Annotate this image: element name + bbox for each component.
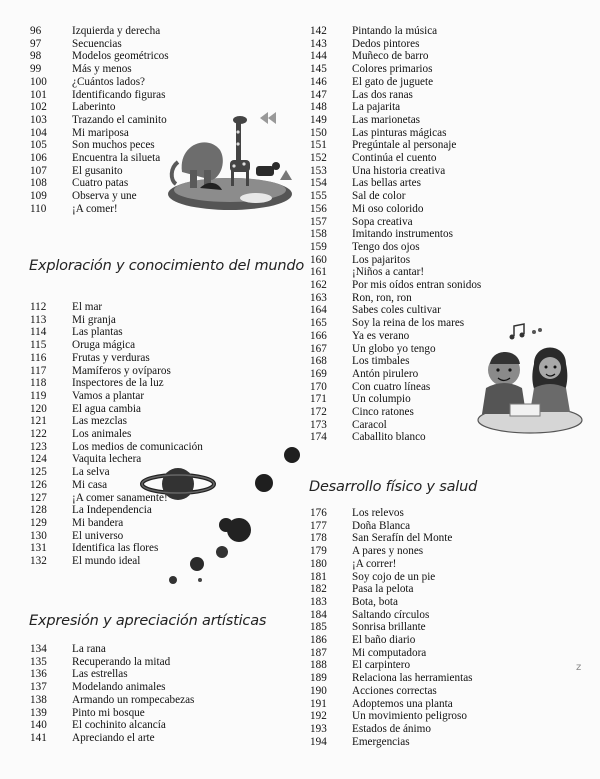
activity-title: Un globo yo tengo bbox=[352, 342, 436, 355]
activity-title: El gusanito bbox=[72, 164, 123, 177]
page-number: 145 bbox=[310, 63, 327, 76]
activity-title: Adoptemos una planta bbox=[352, 697, 453, 710]
page-number: 153 bbox=[310, 164, 327, 177]
activity-title: Los timbales bbox=[352, 355, 410, 368]
page-number: 187 bbox=[310, 646, 327, 659]
activity-title: Los animales bbox=[72, 428, 132, 440]
activity-title: Pregúntale al personaje bbox=[352, 139, 457, 152]
page-number: 157 bbox=[310, 215, 327, 228]
activity-title: El universo bbox=[72, 529, 124, 542]
page-number: 98 bbox=[30, 50, 42, 63]
page-number: 110 bbox=[30, 202, 47, 215]
page-number: 130 bbox=[30, 529, 47, 542]
page-number: 151 bbox=[310, 139, 327, 152]
page-number: 125 bbox=[30, 466, 47, 479]
page-number: 173 bbox=[310, 418, 327, 431]
page-number: 163 bbox=[310, 291, 327, 304]
activity-title: Ron, ron, ron bbox=[352, 291, 412, 304]
activity-title: Secuencias bbox=[72, 37, 122, 50]
activity-title: Mi granja bbox=[72, 313, 116, 326]
activity-title: Mamíferos y ovíparos bbox=[72, 364, 171, 377]
page-number: 159 bbox=[310, 240, 327, 253]
page-number: 180 bbox=[310, 557, 327, 570]
activity-title: Izquierda y derecha bbox=[72, 25, 161, 37]
page-number: 148 bbox=[310, 101, 327, 114]
activity-title: Vamos a plantar bbox=[72, 389, 145, 402]
page-number: 126 bbox=[30, 478, 47, 491]
activity-title: Pintando la música bbox=[352, 25, 438, 37]
page-number: 113 bbox=[30, 313, 47, 326]
activity-title: El carpintero bbox=[352, 659, 411, 672]
page-number: 154 bbox=[310, 177, 327, 190]
activity-title: Sopa creativa bbox=[352, 215, 413, 228]
activity-title: Mi computadora bbox=[352, 646, 427, 659]
activity-title: Dedos pintores bbox=[352, 37, 420, 50]
activity-title: Acciones correctas bbox=[352, 684, 437, 697]
page-number: 96 bbox=[30, 25, 42, 37]
activity-title: Bota, bota bbox=[352, 595, 398, 608]
page-number: 137 bbox=[30, 681, 47, 694]
activity-title: Mi casa bbox=[72, 478, 108, 491]
page-number: 134 bbox=[30, 643, 47, 655]
activity-title: La pajarita bbox=[352, 101, 401, 114]
page-number: 99 bbox=[30, 63, 42, 76]
page-number: 179 bbox=[310, 545, 327, 558]
activity-title: Los relevos bbox=[352, 507, 404, 519]
activity-title: Las bellas artes bbox=[352, 177, 421, 190]
activity-title: El gato de juguete bbox=[352, 75, 434, 88]
page-number: 101 bbox=[30, 88, 47, 101]
page-number: 103 bbox=[30, 113, 47, 126]
page-number: 170 bbox=[310, 380, 327, 393]
page-number: 186 bbox=[310, 634, 327, 646]
activity-title: Caracol bbox=[352, 418, 387, 431]
page-number: 106 bbox=[30, 152, 47, 164]
activity-title: Más y menos bbox=[72, 63, 132, 76]
activity-title: Mi bandera bbox=[72, 516, 124, 529]
activity-title: Cinco ratones bbox=[352, 406, 414, 418]
page-number: 114 bbox=[30, 326, 47, 339]
page-number: 122 bbox=[30, 428, 47, 440]
activity-title: El cochinito alcancía bbox=[72, 719, 166, 732]
page-number: 120 bbox=[30, 402, 47, 415]
activity-title: Las mezclas bbox=[72, 415, 127, 428]
page-number: 189 bbox=[310, 672, 327, 685]
activity-title: ¡A correr! bbox=[352, 557, 397, 570]
activity-title: Apreciando el arte bbox=[72, 731, 155, 744]
page-number: 156 bbox=[310, 202, 327, 215]
page-number: 146 bbox=[310, 75, 327, 88]
activity-title: Un movimiento peligroso bbox=[352, 710, 467, 723]
page-number: 115 bbox=[30, 339, 47, 352]
activity-title: La Independencia bbox=[72, 504, 152, 517]
activity-title: Las marionetas bbox=[352, 113, 421, 126]
page-number: 127 bbox=[30, 491, 47, 504]
section-heading-desarrollo: Desarrollo físico y salud bbox=[309, 479, 478, 495]
page-number: 132 bbox=[30, 555, 47, 567]
activity-title: Vaquita lechera bbox=[72, 453, 142, 466]
activity-title: A pares y nones bbox=[352, 545, 424, 558]
activity-title: Emergencias bbox=[352, 735, 410, 748]
activity-title: Por mis oídos entran sonidos bbox=[352, 279, 482, 291]
page-number: 194 bbox=[310, 735, 327, 748]
page-number: 119 bbox=[30, 389, 47, 402]
page-number: 118 bbox=[30, 377, 47, 390]
page-number: 183 bbox=[310, 595, 327, 608]
activity-title: Armando un rompecabezas bbox=[72, 693, 195, 706]
page-number: 188 bbox=[310, 659, 327, 672]
activity-title: Encuentra la silueta bbox=[72, 152, 161, 164]
page-number: 109 bbox=[30, 190, 47, 203]
activity-title: Sal de color bbox=[352, 190, 406, 203]
page-number: 158 bbox=[310, 228, 327, 241]
activity-title: Trazando el caminito bbox=[72, 113, 167, 126]
activity-title: El mar bbox=[72, 301, 103, 313]
page-number: 136 bbox=[30, 668, 47, 681]
page-number: 184 bbox=[310, 608, 327, 621]
activity-title: El agua cambia bbox=[72, 402, 141, 415]
activity-title: La selva bbox=[72, 466, 110, 479]
page-number: 174 bbox=[310, 431, 327, 444]
page-number: 129 bbox=[30, 516, 47, 529]
page-number: 182 bbox=[310, 583, 327, 596]
page-number: 141 bbox=[30, 731, 47, 744]
page-number: 161 bbox=[310, 266, 327, 279]
activity-title: Las plantas bbox=[72, 326, 123, 339]
activity-title: Oruga mágica bbox=[72, 339, 136, 352]
activity-title: ¡A comer sanamente! bbox=[72, 491, 168, 504]
page-number: 100 bbox=[30, 75, 47, 88]
page-number: 167 bbox=[310, 342, 327, 355]
activity-title: Mi mariposa bbox=[72, 126, 129, 139]
activity-title: Cuatro patas bbox=[72, 177, 129, 190]
page-number: 171 bbox=[310, 393, 327, 406]
page-number: 112 bbox=[30, 301, 47, 313]
activity-title: Frutas y verduras bbox=[72, 351, 150, 364]
page-number: 124 bbox=[30, 453, 47, 466]
section-heading-expresion: Expresión y apreciación artísticas bbox=[29, 613, 267, 629]
page-mark: z bbox=[576, 662, 582, 673]
activity-title: Sonrisa brillante bbox=[352, 621, 426, 634]
activity-title: Antón pirulero bbox=[352, 367, 419, 380]
activity-title: Las estrellas bbox=[72, 668, 128, 681]
page-number: 193 bbox=[310, 722, 327, 735]
page-number: 169 bbox=[310, 367, 327, 380]
page-number: 150 bbox=[310, 126, 327, 139]
activity-title: Con cuatro líneas bbox=[352, 380, 431, 393]
activity-title: Recuperando la mitad bbox=[72, 655, 171, 668]
section-heading-exploracion: Exploración y conocimiento del mundo bbox=[29, 258, 305, 274]
page-number: 144 bbox=[310, 50, 327, 63]
page-number: 116 bbox=[30, 351, 47, 364]
page-number: 140 bbox=[30, 719, 47, 732]
page-number: 117 bbox=[30, 364, 47, 377]
page-number: 135 bbox=[30, 655, 47, 668]
page-number: 105 bbox=[30, 139, 47, 152]
activity-title: Estados de ánimo bbox=[352, 722, 431, 735]
activity-title: ¡Niños a cantar! bbox=[352, 266, 425, 279]
page-number: 185 bbox=[310, 621, 327, 634]
activity-title: Mi oso colorido bbox=[352, 202, 424, 215]
planets-illustration bbox=[140, 440, 310, 590]
activity-title: Tengo dos ojos bbox=[352, 240, 420, 253]
activity-title: El mundo ideal bbox=[72, 555, 141, 567]
activity-title: San Serafín del Monte bbox=[352, 532, 453, 545]
activity-title: Los pajaritos bbox=[352, 253, 411, 266]
page-number: 138 bbox=[30, 693, 47, 706]
activity-title: Identificando figuras bbox=[72, 88, 166, 101]
page-number: 160 bbox=[310, 253, 327, 266]
activity-title: Los medios de comunicación bbox=[72, 440, 203, 453]
page-number: 155 bbox=[310, 190, 327, 203]
page-number: 165 bbox=[310, 317, 327, 330]
activity-title: Laberinto bbox=[72, 101, 116, 114]
page-number: 147 bbox=[310, 88, 327, 101]
activity-title: Pinto mi bosque bbox=[72, 706, 145, 719]
activity-title: Soy cojo de un pie bbox=[352, 570, 436, 583]
activity-title: Inspectores de la luz bbox=[72, 377, 164, 390]
jungle-animals-illustration bbox=[160, 110, 298, 216]
page-number: 102 bbox=[30, 101, 47, 114]
activity-title: La rana bbox=[72, 643, 106, 655]
activity-title: Las pinturas mágicas bbox=[352, 126, 447, 139]
page-number: 131 bbox=[30, 542, 47, 555]
page-number: 176 bbox=[310, 507, 327, 519]
page-number: 139 bbox=[30, 706, 47, 719]
activity-title: Una historia creativa bbox=[352, 164, 446, 177]
activity-title: ¿Cuántos lados? bbox=[72, 75, 146, 88]
activity-title: Un columpio bbox=[352, 393, 411, 406]
activity-title: Modelos geométricos bbox=[72, 50, 169, 63]
activity-title: El baño diario bbox=[352, 634, 416, 646]
activity-title: Son muchos peces bbox=[72, 139, 155, 152]
page-number: 181 bbox=[310, 570, 327, 583]
page-number: 107 bbox=[30, 164, 47, 177]
activity-title: ¡A comer! bbox=[72, 202, 118, 215]
activity-title: Soy la reina de los mares bbox=[352, 317, 465, 330]
page-number: 172 bbox=[310, 406, 327, 418]
activity-title: Relaciona las herramientas bbox=[352, 672, 473, 685]
activity-title: Modelando animales bbox=[72, 681, 166, 694]
page-number: 192 bbox=[310, 710, 327, 723]
page-number: 162 bbox=[310, 279, 327, 291]
page-number: 142 bbox=[310, 25, 327, 37]
activity-title: Doña Blanca bbox=[352, 519, 411, 532]
activity-title: Las dos ranas bbox=[352, 88, 413, 101]
children-music-illustration bbox=[470, 322, 585, 437]
activity-title: Saltando círculos bbox=[352, 608, 430, 621]
page-number: 108 bbox=[30, 177, 47, 190]
page-number: 164 bbox=[310, 304, 327, 317]
page-number: 104 bbox=[30, 126, 47, 139]
page-number: 190 bbox=[310, 684, 327, 697]
activity-title: Muñeco de barro bbox=[352, 50, 429, 63]
page-number: 177 bbox=[310, 519, 327, 532]
page-number: 166 bbox=[310, 329, 327, 342]
activity-title: Pasa la pelota bbox=[352, 583, 414, 596]
page-number: 191 bbox=[310, 697, 327, 710]
page-number: 123 bbox=[30, 440, 47, 453]
activity-title: Caballito blanco bbox=[352, 431, 426, 444]
page-number: 168 bbox=[310, 355, 327, 368]
activity-title: Imitando instrumentos bbox=[352, 228, 453, 241]
activity-title: Colores primarios bbox=[352, 63, 433, 76]
page-number: 152 bbox=[310, 152, 327, 164]
activity-title: Sabes coles cultivar bbox=[352, 304, 441, 317]
activity-title: Observa y une bbox=[72, 190, 137, 203]
activity-title: Identifica las flores bbox=[72, 542, 159, 555]
activity-title: Continúa el cuento bbox=[352, 152, 437, 164]
page-number: 121 bbox=[30, 415, 47, 428]
page-number: 97 bbox=[30, 37, 42, 50]
page-number: 143 bbox=[310, 37, 327, 50]
page-number: 178 bbox=[310, 532, 327, 545]
page-number: 128 bbox=[30, 504, 47, 517]
page-number: 149 bbox=[310, 113, 327, 126]
activity-title: Ya es verano bbox=[352, 329, 410, 342]
